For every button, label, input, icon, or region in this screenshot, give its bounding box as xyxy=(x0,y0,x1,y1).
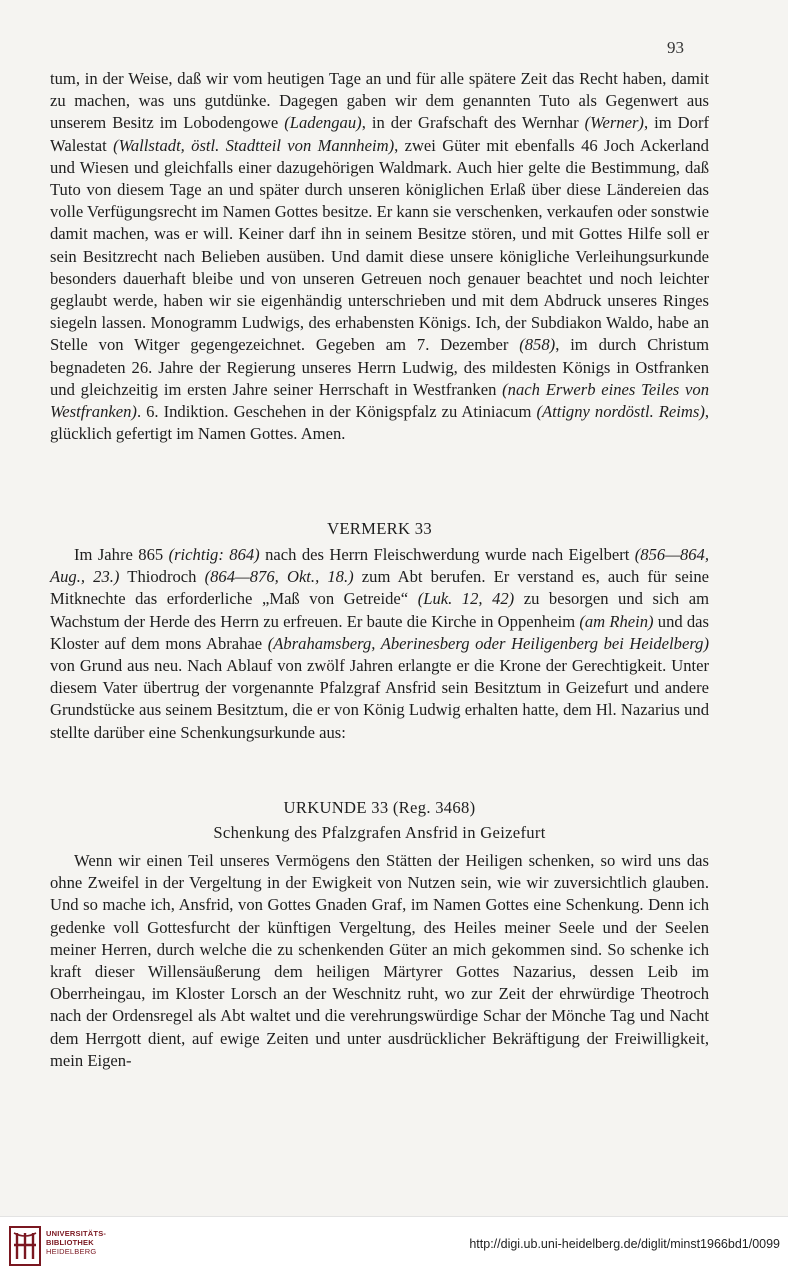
paragraph-body xyxy=(50,850,709,1072)
text-run: , im durch Christum begnadeten 26. Jahre der Regierung unseres Herrn Ludwig, des mildesten Königs in Ostfranken und gleichzeitig im ersten Jahre seiner Herrschaft in Westfranken xyxy=(50,335,709,399)
paragraph-urkunde xyxy=(50,850,709,1072)
section-heading-urkunde: URKUNDE 33 (Reg. 3468) xyxy=(283,798,476,817)
italic-annotation: (864—876, Okt., 18.) xyxy=(204,567,354,587)
text-run: , im Dorf Walestat xyxy=(50,113,710,155)
text-run: , zwei Güter mit ebenfalls 46 Joch Ackerland und Wiesen und gleichfalls einer dazugehörigen Waldmark. Auch hier gelte die Bestimmung, daß Tuto von diesem Tage an und später durch unseren königlichen Erlaß über diese Ländereien das volle Verfügungsrecht im Namen Gottes besitze. Er kann sie verschenken, verkaufen oder sonstwie damit machen, was er will. Keiner darf ihn in seinem Besitze stören, und mit Gottes Hilfe soll er sein Besitzrecht nach Belieben ausüben. Und damit diese unsere königliche Verleihungsurkunde besonders dauerhaft bleibe und von unseren Getreuen noch genauer beachtet und noch leichter geglaubt werde, haben wir sie eigenhändig unterschrieben und mit dem Abdruck unseres Ringes siegeln lassen. Monogramm Ludwigs, des erhabensten Königs. Ich, der Subdiakon Waldo, habe an Stelle von Witger gegengezeichnet. Gegeben am 7. Dezember xyxy=(50,135,709,355)
italic-annotation: (856—864, Aug., 23.) xyxy=(50,545,709,587)
library-name-line: UNIVERSITÄTS- xyxy=(46,1229,107,1238)
paragraph-continuation xyxy=(50,68,709,445)
italic-annotation: (Luk. 12, 42) xyxy=(417,589,515,609)
text-run: , in der Grafschaft des Wernhar xyxy=(361,113,585,133)
paragraph-body xyxy=(50,68,709,445)
text-run: und das Kloster auf dem mons Abrahae xyxy=(50,611,709,653)
text-run: zu besorgen und sich am Wachstum der Herde des Herrn zu erfreuen. Er baute die Kirche in Oppenheim xyxy=(50,589,709,631)
text-run: Wenn wir einen Teil unseres Vermögens den Stätten der Heiligen schenken, so wird uns das ohne Zweifel in der Vergeltung in der Ewigkeit von Nutzen sein, wie wir zuversichtlich glauben. Und so mache ich, Ansfrid, von Gottes Gnaden Graf, im Namen Gottes eine Schenkung. Denn ich gedenke voll Gottesfurcht der künftigen Vergeltung, des Heiles meiner Seele und der Seelen meiner Herren, durch welche die zu schenkenden Güter an mich gekommen sind. So schenke ich kraft dieser Willensäußerung dem heiligen Märtyrer Gottes Nazarius, dessen Leib im Oberrheingau, im Kloster Lorsch an der Weschnitz ruht, wo zur Zeit der ehrwürdige Theotroch nach der Ordensregel als Abt waltet und die verehrungswürdige Schar der Mönche Tag und Nacht dem Herrgott dient, auf ewige Zeiten und unter ausdrücklicher Bekräftigung der Freiwilligkeit, mein Eigen- xyxy=(50,851,709,1070)
paragraph-vermerk xyxy=(50,544,709,744)
italic-annotation: (richtig: 864) xyxy=(168,545,260,564)
library-name-line: HEIDELBERG xyxy=(46,1247,97,1256)
italic-annotation: (Werner) xyxy=(584,113,644,133)
italic-annotation: (Wallstadt, östl. Stadtteil von Mannheim) xyxy=(113,135,395,155)
italic-annotation: (nach Erwerb eines Teiles von Westfranken) xyxy=(50,379,710,422)
italic-annotation: (858) xyxy=(519,335,556,355)
page-number: 93 xyxy=(667,38,684,57)
permalink-url[interactable]: http://digi.ub.uni-heidelberg.de/diglit/minst1966bd1/0099 xyxy=(469,1237,780,1251)
library-name-line: BIBLIOTHEK xyxy=(46,1238,94,1247)
text-run: , glücklich gefertigt im Namen Gottes. Amen. xyxy=(50,402,710,444)
library-name xyxy=(46,1229,106,1256)
text-run: nach des Herrn Fleischwerdung wurde nach Eigelbert xyxy=(259,545,635,564)
text-run: von Grund aus neu. Nach Ablauf von zwölf Jahren erlangte er die Krone der Gerechtigkeit. Unter diesem Vater übertrug der vorgenannte Pfalzgraf Ansfrid sein Besitztum in Geizefurt und andere Grundstücke aus seinem Besitztum, die er von König Ludwig erhalten hatte, dem Hl. Nazarius und stellte darüber eine Schenkungsurkunde aus: xyxy=(50,656,709,742)
text-run: Im Jahre 865 xyxy=(74,545,169,564)
italic-annotation: (Attigny nordöstl. Reims) xyxy=(536,402,705,422)
italic-annotation: (Ladengau) xyxy=(284,113,362,133)
section-subheading: Schenkung des Pfalzgrafen Ansfrid in Geizefurt xyxy=(213,823,546,842)
paragraph-body xyxy=(50,544,709,744)
italic-annotation: (am Rhein) xyxy=(579,611,654,631)
text-run: tum, in der Weise, daß wir vom heutigen Tage an und für alle spätere Zeit das Recht haben, damit zu machen, was uns gutdünke. Dagegen gaben wir dem genannten Tuto als Gegenwert aus unserem Besitz im Lobodengowe xyxy=(50,69,709,133)
text-run: Thiodroch xyxy=(119,567,205,587)
library-logo-icon xyxy=(8,1225,42,1267)
italic-annotation: (Abrahamsberg, Aberinesberg oder Heiligenberg bei Heidelberg) xyxy=(267,633,709,653)
text-run: . 6. Indiktion. Geschehen in der Königspfalz zu Atiniacum xyxy=(136,402,537,422)
section-heading-vermerk: VERMERK 33 xyxy=(327,519,432,538)
text-run: zum Abt berufen. Er verstand es, auch für seine Mitknechte das erforderliche „Maß von Getreide“ xyxy=(50,567,709,609)
library-footer xyxy=(0,1216,788,1275)
